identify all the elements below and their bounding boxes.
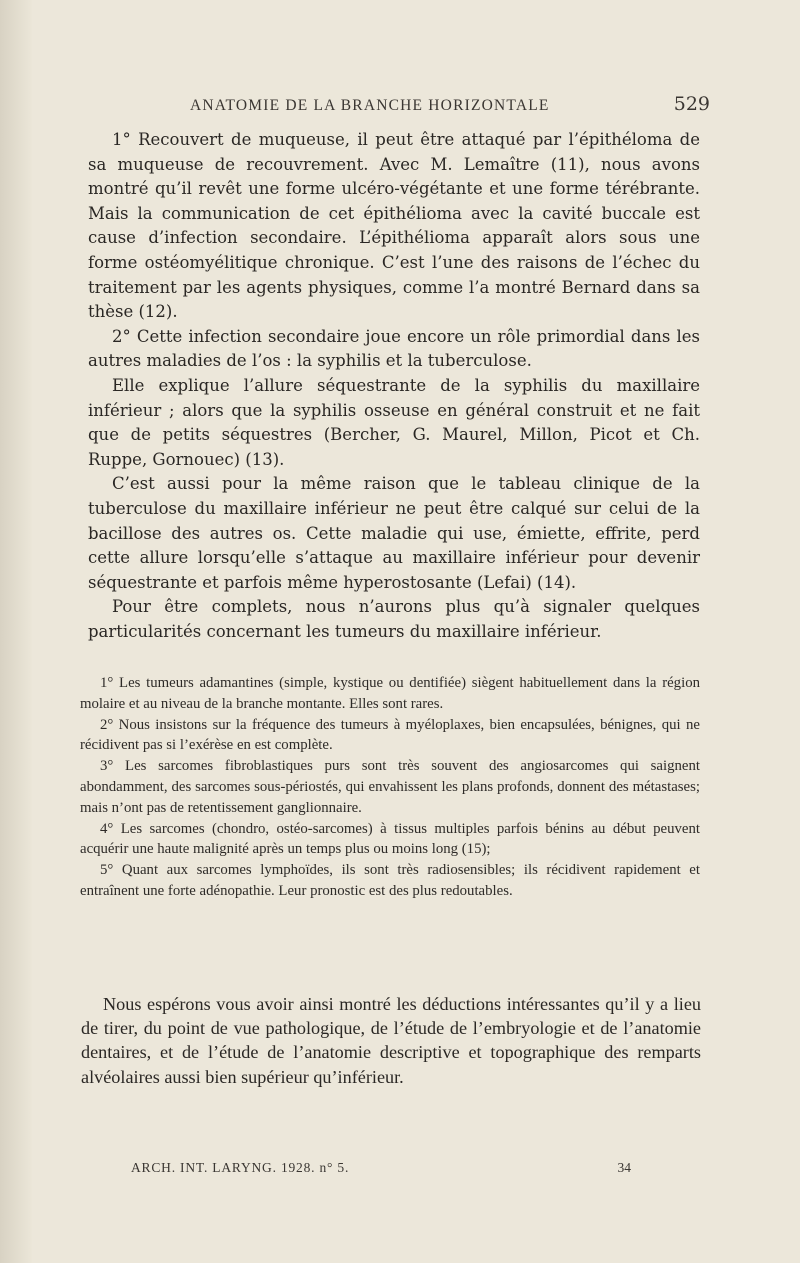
page-number: 529 — [673, 93, 710, 115]
body-paragraph: Elle explique l’allure séquestrante de la syphilis du maxillaire inférieur ; alors que la syphilis osseuse en général construit et ne fait que de petits séquestres (Bercher, G. Maurel, Millon, Picot et Ch. Ruppe, Gornouec) (13). — [88, 375, 700, 469]
page-footer — [131, 1160, 631, 1176]
page-binding-edge — [0, 0, 32, 1263]
note-item: 5° Quant aux sarcomes lymphoïdes, ils sont très radiosensibles; ils récidivent rapidement et entraînent une forte adénopathie. Leur pronostic est des plus redoutables. — [80, 862, 700, 899]
conclusion-paragraph: Nous espérons vous avoir ainsi montré les déductions intéressantes qu’il y a lieu de tirer, du point de vue pathologique, de l’étude de l’embryologie et de l’anatomie dentaires, et de l’étude de l’anatomie descriptive et topographique des remparts alvéolaires aussi bien supérieur qu’inférieur. — [81, 994, 701, 1087]
body-paragraph: 2° Cette infection secondaire joue encore un rôle primordial dans les autres maladies de l’os : la syphilis et la tuberculose. — [88, 326, 700, 371]
note-item: 1° Les tumeurs adamantines (simple, kystique ou dentifiée) siègent habituellement dans la région molaire et au niveau de la branche montante. Elles sont rares. — [80, 675, 700, 712]
body-paragraph: Pour être complets, nous n’aurons plus qu’à signaler quelques particularités concernant les tumeurs du maxillaire inférieur. — [88, 597, 700, 641]
tumor-notes-list — [80, 673, 700, 902]
note-item: 2° Nous insistons sur la fréquence des tumeurs à myéloplaxes, bien encapsulées, bénignes, qui ne récidivent pas si l’exérèse en est complète. — [80, 716, 700, 754]
journal-citation: ARCH. INT. LARYNG. 1928. n° 5. — [131, 1160, 350, 1175]
note-item: 3° Les sarcomes fibroblastiques purs sont très souvent des angiosarcomes qui saignent abondamment, des sarcomes sous-périostés, qui envahissent les plans profonds, donnent des métastases; mais n’ont pas de retentissement ganglionnaire. — [80, 758, 700, 816]
main-body-text — [88, 128, 700, 644]
conclusion-section — [81, 992, 701, 1089]
note-item: 4° Les sarcomes (chondro, ostéo-sarcomes) à tissus multiples parfois bénins au début peuvent acquérir une haute malignité après un temps plus ou moins long (15); — [80, 820, 700, 858]
running-header — [190, 93, 710, 115]
running-title: ANATOMIE DE LA BRANCHE HORIZONTALE — [190, 97, 550, 114]
body-paragraph: C’est aussi pour la même raison que le tableau clinique de la tuberculose du maxillaire inférieur ne peut être calqué sur celui de la bacillose des autres os. Cette maladie qui use, émiette, effrite, perd cette allure lorsqu’elle s’attaque au maxillaire inférieur pour devenir séquestrante et parfois même hyperostosante (Lefai) (14). — [88, 474, 700, 592]
body-paragraph: 1° Recouvert de muqueuse, il peut être attaqué par l’épithéloma de sa muqueuse de recouvrement. Avec M. Lemaître (11), nous avons montré qu’il revêt une forme ulcéro-végétante et une forme térébrante. Mais la communication de cet épithélioma avec la cavité buccale est cause d’infection secondaire. L’épithélioma apparaît alors sous une forme ostéomyélitique chronique. C’est l’une des raisons de l’échec du traitement par les agents physiques, comme l’a montré Bernard dans sa thèse (12). — [88, 130, 700, 322]
sheet-number: 34 — [617, 1160, 631, 1175]
